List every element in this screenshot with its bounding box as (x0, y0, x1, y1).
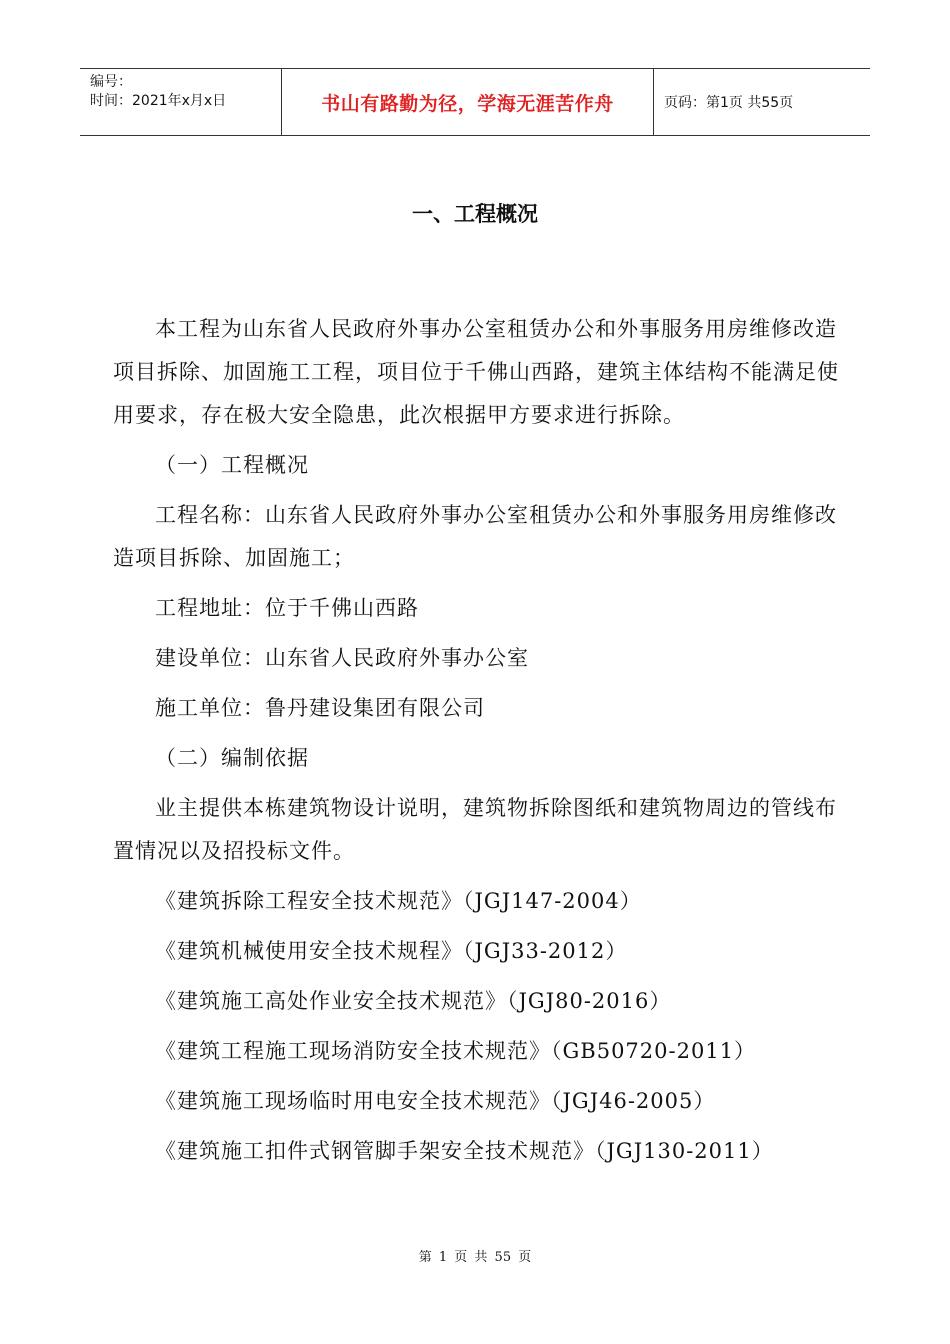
project-address: 工程地址：位于千佛山西路 (155, 596, 419, 620)
standard-item: 《建筑施工高处作业安全技术规范》（JGJ80-2016） (155, 989, 672, 1013)
client-unit: 建设单位：山东省人民政府外事办公室 (155, 646, 529, 670)
page-header (80, 68, 870, 136)
project-name: 工程名称：山东省人民政府外事办公室租赁办公和外事服务用房维修改造项目拆除、加固施工； (113, 503, 837, 570)
standard-item: 《建筑拆除工程安全技术规范》（JGJ147-2004） (155, 889, 642, 913)
section-title: 一、工程概况 (412, 202, 538, 226)
document-body (113, 308, 841, 1180)
paragraph-basis: 业主提供本栋建筑物设计说明，建筑物拆除图纸和建筑物周边的管线布置情况以及招投标文件。 (113, 796, 837, 863)
paragraph-overview: 本工程为山东省人民政府外事办公室租赁办公和外事服务用房维修改造项目拆除、加固施工工程，项目位于千佛山西路，建筑主体结构不能满足使用要求，存在极大安全隐患，此次根据甲方要求进行拆除。 (113, 317, 839, 427)
standard-item: 《建筑施工扣件式钢管脚手架安全技术规范》（JGJ130-2011） (155, 1139, 774, 1163)
header-page-info: 页码：第1页 共55页 (664, 95, 794, 111)
construction-unit: 施工单位：鲁丹建设集团有限公司 (155, 696, 485, 720)
page-footer: 第 1 页 共 55 页 (418, 1250, 532, 1265)
standard-item: 《建筑工程施工现场消防安全技术规范》（GB50720-2011） (155, 1039, 757, 1063)
subheading-project-overview: （一）工程概况 (155, 453, 309, 477)
standard-item: 《建筑机械使用安全技术规程》（JGJ33-2012） (155, 939, 628, 963)
header-meta-cell (80, 69, 282, 135)
document-time-label: 时间：2021年x月x日 (90, 93, 227, 109)
header-motto: 书山有路勤为径，学海无涯苦作舟 (282, 69, 654, 135)
subheading-basis: （二）编制依据 (155, 746, 309, 770)
standard-item: 《建筑施工现场临时用电安全技术规范》（JGJ46-2005） (155, 1089, 716, 1113)
document-number-label: 编号： (90, 74, 132, 90)
